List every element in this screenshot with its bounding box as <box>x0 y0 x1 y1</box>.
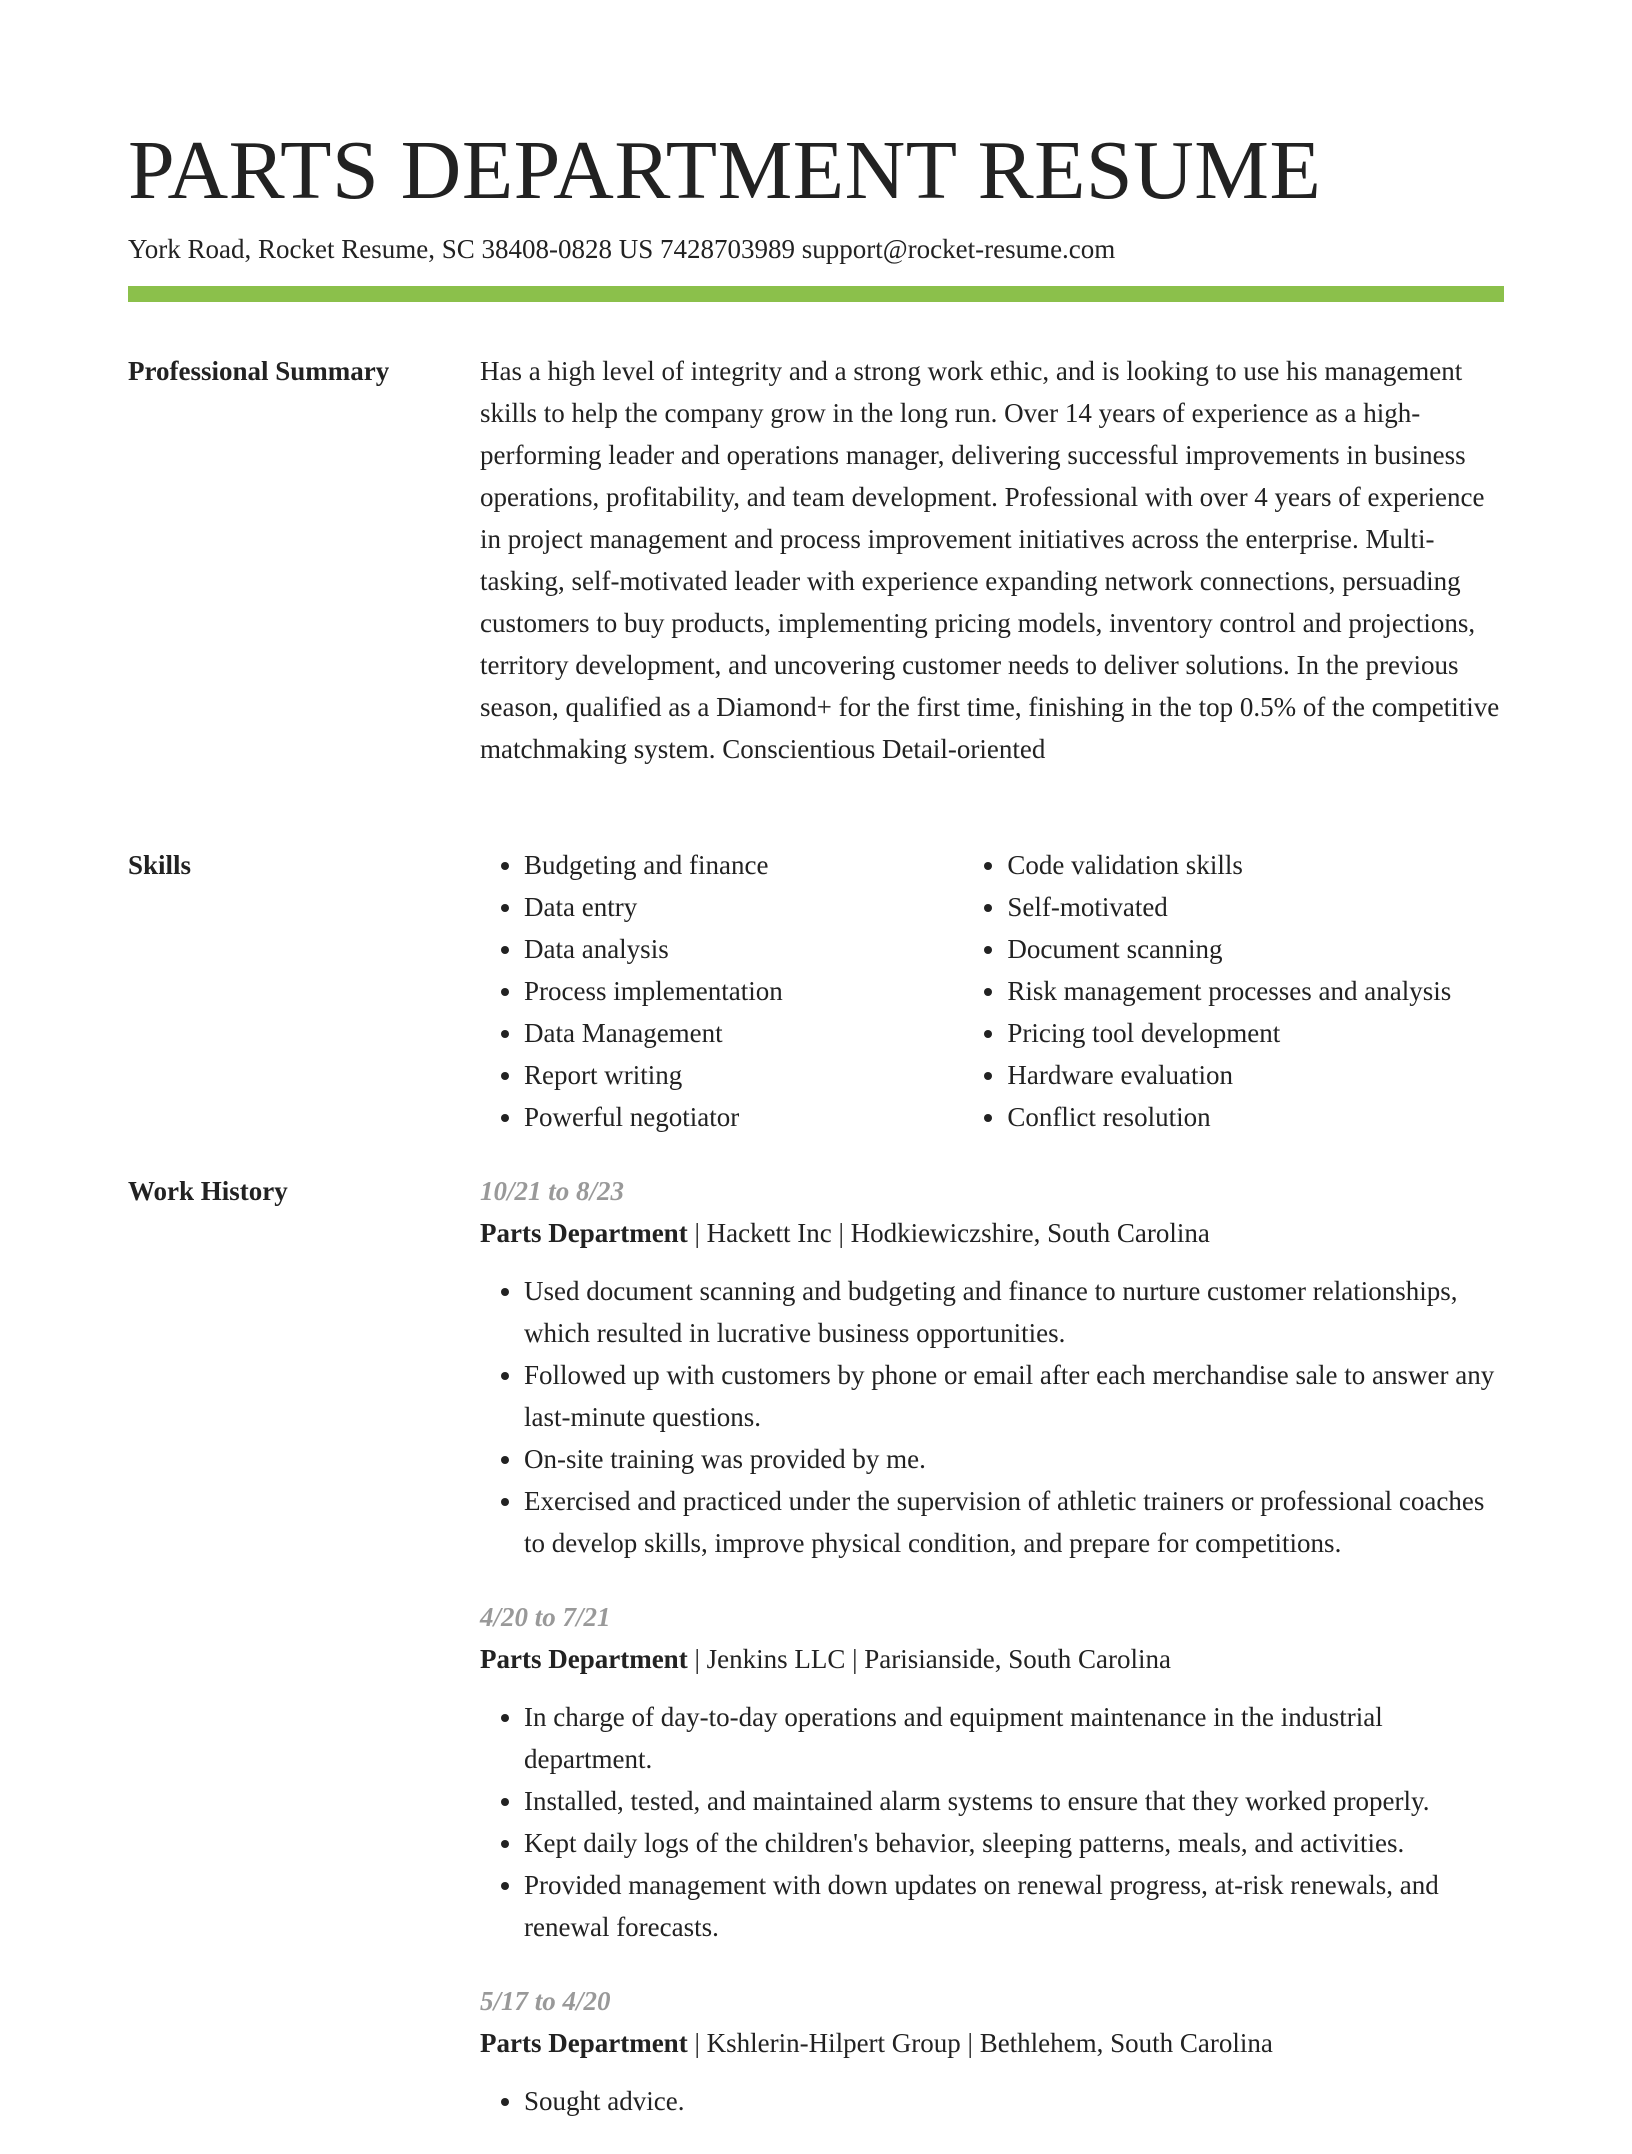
skills-list-right <box>963 844 1504 1138</box>
job-heading <box>480 1638 1504 1680</box>
summary-body <box>480 350 1504 770</box>
job-details: | Hackett Inc | Hodkiewiczshire, South Carolina <box>687 1218 1210 1248</box>
accent-divider <box>128 286 1504 302</box>
skill-item: • Pricing tool development <box>1007 1012 1504 1054</box>
resume-title: PARTS DEPARTMENT RESUME <box>128 124 1322 217</box>
job-bullet: • Followed up with customers by phone or email after each merchandise sale to answer any last-minute questions. <box>524 1354 1504 1438</box>
skill-item: • Self-motivated <box>1007 886 1504 928</box>
job-bullets <box>480 1270 1504 1564</box>
job-details: | Jenkins LLC | Parisianside, South Carolina <box>687 1644 1171 1674</box>
skill-item: • Process implementation <box>524 970 963 1012</box>
summary-text: Has a high level of integrity and a strong work ethic, and is looking to use his management skills to help the company grow in the long run. Over 14 years of experience as a high-performing leader and operations manager, delivering successful improvements in business operations, profitability, and team development. Professional with over 4 years of experience in project management and process improvement initiatives across the enterprise. Multi-tasking, self-motivated leader with experience expanding network connections, persuading customers to buy products, implementing pricing models, inventory control and projections, territory development, and uncovering customer needs to deliver solutions. In the previous season, qualified as a Diamond+ for the first time, finishing in the top 0.5% of the competitive matchmaking system. Conscientious Detail-oriented <box>480 356 1500 764</box>
job-dates: 4/20 to 7/21 <box>480 1602 611 1632</box>
job-bullet: • In charge of day-to-day operations and equipment maintenance in the industrial department. <box>524 1696 1504 1780</box>
skill-item: • Data analysis <box>524 928 963 970</box>
job-dates: 5/17 to 4/20 <box>480 1986 611 2016</box>
job-heading <box>480 1212 1504 1254</box>
skill-item: • Report writing <box>524 1054 963 1096</box>
skill-item: • Data entry <box>524 886 963 928</box>
skill-item: • Powerful negotiator <box>524 1096 963 1138</box>
job-bullet: • Sought advice. <box>524 2080 1504 2122</box>
skill-item: • Risk management processes and analysis <box>1007 970 1504 1012</box>
job-dates: 10/21 to 8/23 <box>480 1176 625 1206</box>
skill-item: • Document scanning <box>1007 928 1504 970</box>
job-bullet: • Provided management with down updates on renewal progress, at-risk renewals, and renewal forecasts. <box>524 1864 1504 1948</box>
job-details: | Kshlerin-Hilpert Group | Bethlehem, South Carolina <box>687 2028 1273 2058</box>
work-history-body <box>480 1170 1504 2154</box>
job-bullet: • Installed, tested, and maintained alarm systems to ensure that they worked properly. <box>524 1780 1504 1822</box>
job-title: Parts Department <box>480 1218 688 1248</box>
job-entry <box>480 1596 1504 1948</box>
job-heading <box>480 2022 1504 2064</box>
skills-list-left <box>480 844 963 1138</box>
contact-line: York Road, Rocket Resume, SC 38408-0828 US 7428703989 support@rocket-resume.com <box>128 234 1116 264</box>
job-entry <box>480 1170 1504 1564</box>
skills-label: Skills <box>128 850 192 880</box>
job-entry <box>480 1980 1504 2122</box>
skill-item: • Hardware evaluation <box>1007 1054 1504 1096</box>
job-title: Parts Department <box>480 2028 688 2058</box>
job-bullets <box>480 2080 1504 2122</box>
job-title: Parts Department <box>480 1644 688 1674</box>
job-bullet: • Used document scanning and budgeting and finance to nurture customer relationships, which resulted in lucrative business opportunities. <box>524 1270 1504 1354</box>
summary-label: Professional Summary <box>128 356 390 386</box>
job-bullets <box>480 1696 1504 1948</box>
skill-item: • Budgeting and finance <box>524 844 963 886</box>
skill-item: • Conflict resolution <box>1007 1096 1504 1138</box>
skill-item: • Code validation skills <box>1007 844 1504 886</box>
skills-body <box>480 844 1504 1138</box>
skill-item: • Data Management <box>524 1012 963 1054</box>
job-bullet: • Exercised and practiced under the supervision of athletic trainers or professional coaches to develop skills, improve physical condition, and prepare for competitions. <box>524 1480 1504 1564</box>
job-bullet: • On-site training was provided by me. <box>524 1438 1504 1480</box>
work-history-label: Work History <box>128 1176 288 1206</box>
job-bullet: • Kept daily logs of the children's behavior, sleeping patterns, meals, and activities. <box>524 1822 1504 1864</box>
